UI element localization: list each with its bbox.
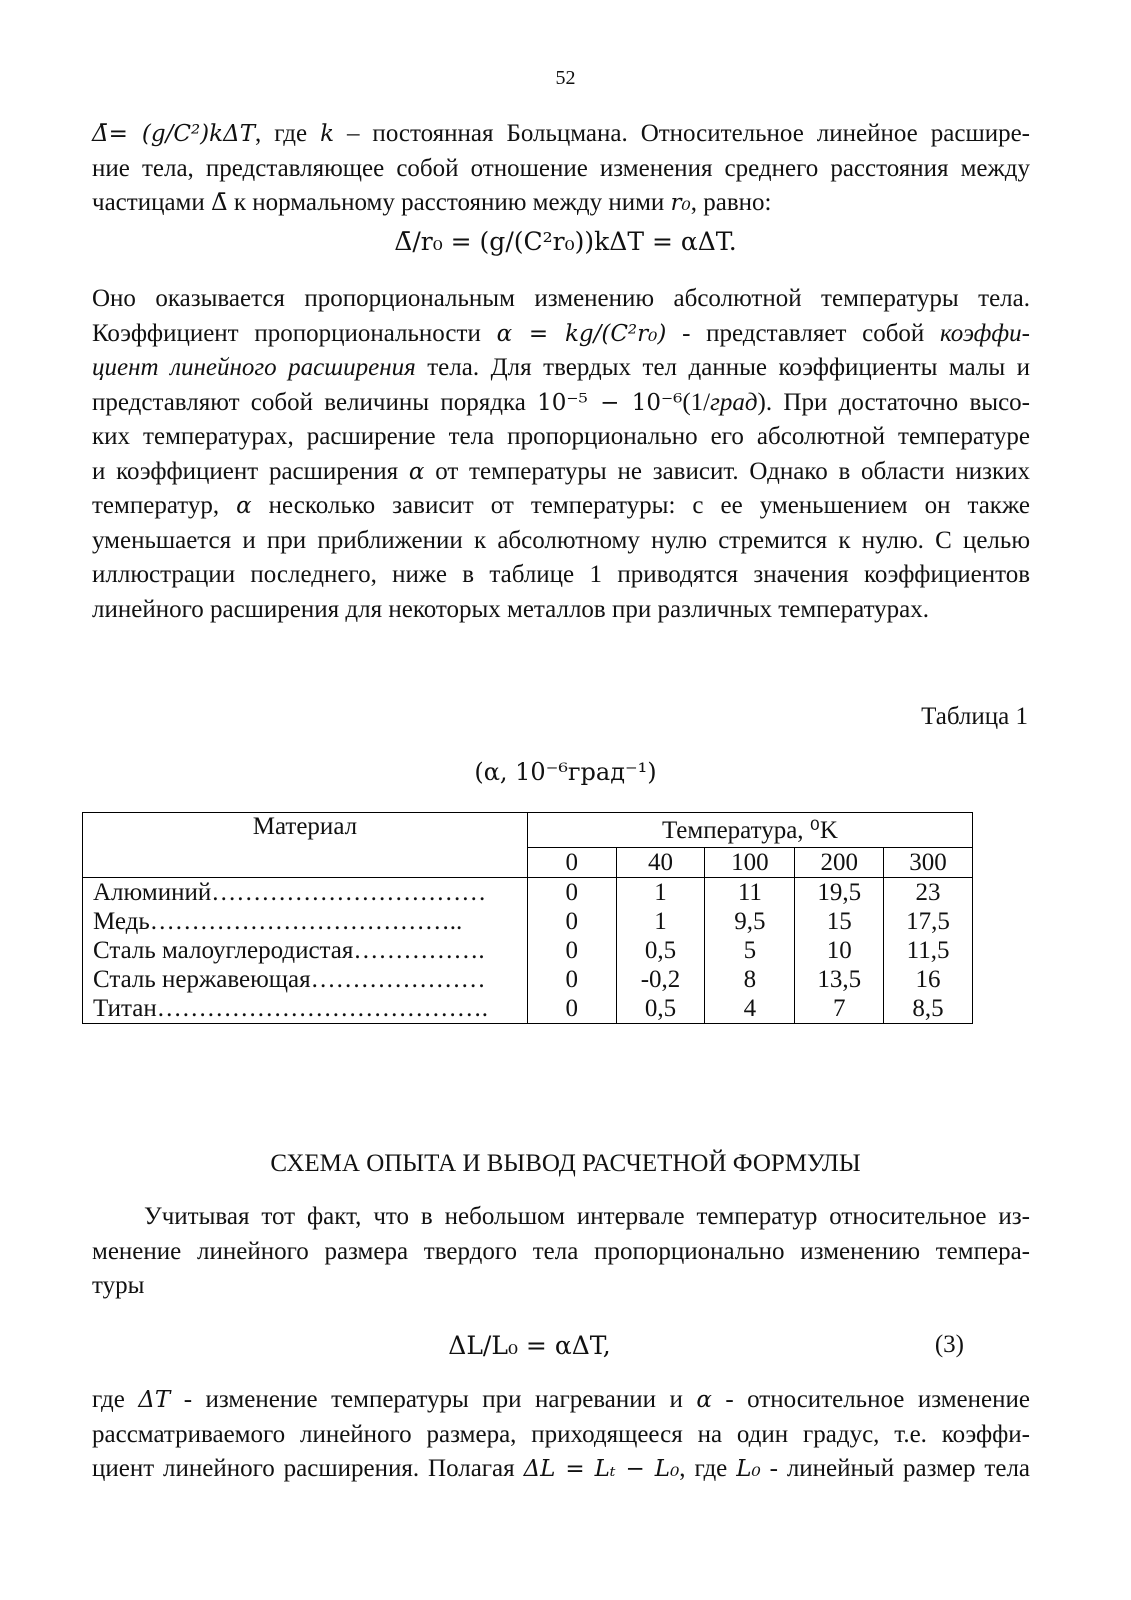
value-cell: 7 bbox=[795, 994, 884, 1024]
paragraph-definitions bbox=[92, 1383, 1030, 1487]
material-cell: Медь……………………………….. bbox=[83, 907, 528, 936]
temperature-cell: 100 bbox=[705, 848, 795, 878]
text-line: где ΔT - изменение температуры при нагревании и α - относительное изменение bbox=[92, 1386, 1030, 1413]
text-line: Δ̄= (g/C²)kΔT, где k – постоянная Больцмана. Относительное линейное расшире- bbox=[92, 120, 1030, 147]
value-cell: 0 bbox=[527, 994, 616, 1024]
value-cell: 15 bbox=[795, 907, 884, 936]
text-line: циент линейного расширения тела. Для твердых тел данные коэффициенты малы и bbox=[92, 354, 1031, 381]
text-line: линейного расширения для некоторых металлов при различных температурах. bbox=[92, 595, 930, 623]
text-line: циент линейного расширения. Полагая ΔL = Lₜ − L₀, где L₀ - линейный размер тела bbox=[92, 1455, 1031, 1482]
value-cell: 23 bbox=[884, 878, 973, 908]
value-cell: 1 bbox=[616, 878, 705, 908]
table-row bbox=[83, 965, 973, 994]
value-cell: 17,5 bbox=[884, 907, 973, 936]
text-line: и коэффициент расширения α от температуры не зависит. Однако в области низких bbox=[92, 457, 1030, 485]
value-cell: 16 bbox=[884, 965, 973, 994]
text-line: ние тела, представляющее собой отношение изменения среднего расстояния между bbox=[92, 154, 1030, 182]
material-cell: Сталь нержавеющая………………… bbox=[83, 965, 528, 994]
material-cell: Алюминий…………………………… bbox=[83, 878, 528, 908]
text-line: Коэффициент пропорциональности α = kg/(C²r₀) - представляет собой коэффи- bbox=[92, 319, 1030, 347]
value-cell: 5 bbox=[705, 936, 795, 965]
value-cell: 19,5 bbox=[795, 878, 884, 908]
value-cell: 13,5 bbox=[795, 965, 884, 994]
temperature-cell: 300 bbox=[884, 848, 973, 878]
value-cell: 8 bbox=[705, 965, 795, 994]
text-line: Учитывая тот факт, что в небольшом интервале температур относительное из- bbox=[144, 1203, 1030, 1230]
temperature-cell: 40 bbox=[616, 848, 705, 878]
text-line: уменьшается и при приближении к абсолютному нулю стремится к нулю. С целью bbox=[92, 526, 1030, 554]
value-cell: 0,5 bbox=[616, 936, 705, 965]
text-line: Оно оказывается пропорциональным изменению абсолютной температуры тела. bbox=[92, 285, 1030, 312]
value-cell: 0 bbox=[527, 878, 616, 908]
table-units: (α, 10⁻⁶град⁻¹) bbox=[474, 758, 657, 786]
value-cell: 1 bbox=[616, 907, 705, 936]
table-row bbox=[83, 994, 973, 1024]
value-cell: 0 bbox=[527, 965, 616, 994]
text-line: туры bbox=[92, 1272, 145, 1299]
text-line: иллюстрации последнего, ниже в таблице 1 приводятся значения коэффициентов bbox=[92, 561, 1030, 588]
value-cell: 9,5 bbox=[705, 907, 795, 936]
value-cell: 0 bbox=[527, 936, 616, 965]
temperature-cell: 0 bbox=[527, 848, 616, 878]
text-line: представляют собой величины порядка 10⁻⁵ − 10⁻⁶(1/град). При достаточно высо- bbox=[92, 388, 1030, 416]
value-cell: 4 bbox=[705, 994, 795, 1024]
value-cell: 10 bbox=[795, 936, 884, 965]
paragraph-coefficient bbox=[92, 282, 1030, 627]
text-line: менение линейного размера твердого тела пропорционально изменению темпера- bbox=[92, 1237, 1030, 1265]
formula-linear-expansion: Δ̄/r₀ = (g/(C²r₀))kΔT = αΔT. bbox=[394, 227, 737, 256]
header-material: Материал bbox=[83, 813, 528, 878]
table-row bbox=[83, 878, 973, 908]
text-line: ких температурах, расширение тела пропорционально его абсолютной температуре bbox=[92, 423, 1030, 450]
table-row bbox=[83, 936, 973, 965]
paragraph-experiment bbox=[92, 1200, 1030, 1304]
temperature-cell: 200 bbox=[795, 848, 884, 878]
header-temperature: Температура, ⁰K bbox=[527, 813, 972, 848]
material-cell: Сталь малоуглеродистая……………. bbox=[83, 936, 528, 965]
equation-number: (3) bbox=[934, 1331, 964, 1358]
value-cell: 0 bbox=[527, 907, 616, 936]
formula-3: ΔL/L₀ = αΔT, bbox=[448, 1331, 611, 1360]
table-row bbox=[83, 907, 973, 936]
section-heading: СХЕМА ОПЫТА И ВЫВОД РАСЧЕТНОЙ ФОРМУЛЫ bbox=[270, 1150, 861, 1177]
text-line: температур, α несколько зависит от температуры: с ее уменьшением он также bbox=[92, 492, 1030, 519]
value-cell: 8,5 bbox=[884, 994, 973, 1024]
text-line: рассматриваемого линейного размера, приходящееся на один градус, т.е. коэффи- bbox=[92, 1420, 1030, 1448]
material-cell: Титан…………………………………. bbox=[83, 994, 528, 1024]
paragraph-intro bbox=[92, 117, 1030, 221]
table-caption: Таблица 1 bbox=[921, 703, 1028, 730]
value-cell: 11,5 bbox=[884, 936, 973, 965]
expansion-coefficients-table bbox=[82, 812, 973, 1024]
value-cell: 11 bbox=[705, 878, 795, 908]
value-cell: -0,2 bbox=[616, 965, 705, 994]
text-line: частицами Δ̄ к нормальному расстоянию между ними r₀, равно: bbox=[92, 189, 772, 216]
value-cell: 0,5 bbox=[616, 994, 705, 1024]
page-number: 52 bbox=[555, 67, 576, 89]
